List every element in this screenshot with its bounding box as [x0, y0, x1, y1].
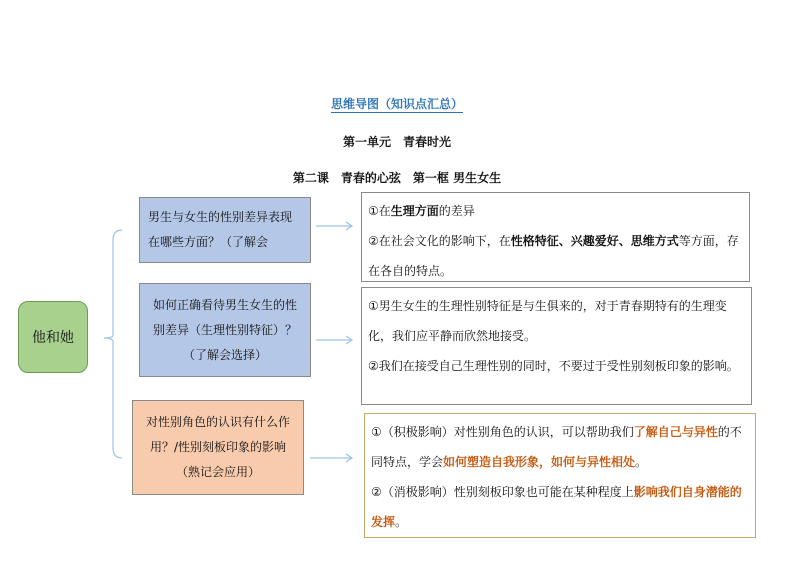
arrow-q2-a2	[316, 336, 352, 344]
question-gender-differences: 男生与女生的性别差异表现在哪些方面？（了解会	[139, 197, 311, 263]
answer-view-differences	[361, 287, 752, 405]
arrow-q3-a3	[310, 454, 352, 462]
answer-gender-differences	[361, 192, 750, 282]
question-gender-roles: 对性别角色的认识有什么作用？/性别刻板印象的影响（熟记会应用）	[132, 400, 304, 495]
root-node: 他和她	[18, 301, 88, 373]
answer-paragraph: ②我们在接受自己生理性别的同时，不要过于受性别刻板印象的影响。	[368, 359, 739, 373]
mindmap-title: 思维导图（知识点汇总）	[330, 97, 463, 111]
lesson-heading: 第二课 青春的心弦 第一框 男生女生	[292, 171, 502, 185]
answer-paragraph: ②（消极影响）性别刻板印象也可能在某种程度上影响我们自身潜能的发挥。	[371, 485, 742, 529]
answer-gender-roles	[364, 413, 756, 538]
answer-line: ②在社会文化的影响下，在性格特征、兴趣爱好、思维方式等方面，存在各自的特点。	[368, 234, 739, 278]
arrow-q1-a1	[316, 222, 352, 230]
answer-paragraph: ①男生女生的生理性别特征是与生俱来的，对于青春期特有的生理变化，我们应平静而欣然地接受。	[368, 299, 727, 343]
answer-paragraph: ①（积极影响）对性别角色的认识，可以帮助我们了解自己与异性的不同特点，学会如何塑造自我形象，如何与异性相处。	[371, 425, 742, 469]
answer-line: ①在生理方面的差异	[368, 204, 475, 218]
unit-heading: 第一单元 青春时光	[342, 135, 451, 149]
root-bracket	[104, 230, 122, 458]
question-view-differences: 如何正确看待男生女生的性别差异（生理性别特征）？（了解会选择）	[139, 283, 311, 377]
